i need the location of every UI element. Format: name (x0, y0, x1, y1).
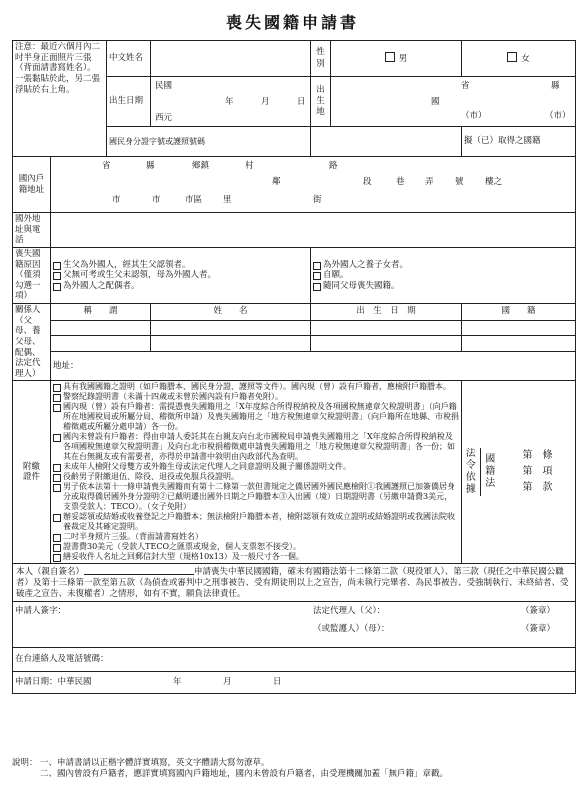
attachment-item[interactable]: 未成年人檢附父母雙方或外籍生母或法定代理人之同意證明及親子關係證明文件。 (53, 462, 459, 472)
birthplace-label: 出生地 (311, 77, 331, 127)
signature-line[interactable] (84, 566, 194, 575)
gender-male[interactable]: 男 (331, 41, 462, 77)
domestic-address-field[interactable]: 省 縣 鄉鎮 村 路 鄰 段 巷 弄 號 樓之 市 市 市區 里 街 (51, 157, 576, 213)
attachments-list (51, 381, 462, 564)
related-cell[interactable] (462, 320, 576, 336)
reason-option[interactable]: 生父為外國人，經其生父認領者。 (53, 260, 308, 271)
foreign-address-label: 國外地址與電話 (13, 213, 51, 248)
related-cell[interactable] (311, 320, 462, 336)
reason-option[interactable]: 隨同父母喪失國籍。 (313, 281, 573, 292)
law-nationality: 國籍法 (480, 448, 500, 496)
related-persons-label: 關係人（父母、養父母、配偶、法定代理人） (13, 304, 51, 381)
loss-reason-left (51, 247, 311, 303)
related-cell[interactable] (151, 320, 311, 336)
related-cell[interactable] (51, 336, 151, 352)
attachments-label: 附繳證件 (13, 381, 51, 564)
rep-mother-label: （或監護人）（母）： (313, 624, 390, 635)
related-cell[interactable] (151, 336, 311, 352)
seal-label: （簽章） (521, 606, 556, 617)
form-title: 喪失國籍申請書 (225, 13, 359, 32)
applicant-signature-label: 申請人簽字： (15, 606, 67, 617)
loss-reason-right (311, 247, 576, 303)
reason-option[interactable]: 為外國人之養子女者。 (313, 260, 573, 271)
related-header-title: 稱 謂 (51, 304, 151, 321)
attachment-item[interactable]: 二吋半身照片三張。（背面請書寫姓名） (53, 532, 459, 542)
id-number-field[interactable] (311, 127, 462, 157)
chinese-name-label: 中文姓名 (107, 41, 151, 77)
attachment-item[interactable]: 證書費30美元（受款人TECO之匯票或現金，個人支票恕不接受）。 (53, 542, 459, 552)
law-basis-label: 法令依據 (465, 448, 476, 496)
reason-option[interactable]: 自願。 (313, 270, 573, 281)
law-basis (462, 381, 576, 564)
note-item: 二、國內曾設有戶籍者，應詳實填寫國內戶籍地址，國內未曾設有戶籍者，由受理機關加蓋「無戶籍」章戳。 (40, 769, 449, 780)
attachment-item[interactable]: 男子依本法第十一條申請喪失國籍而有第十二條第一款但書規定之僑居國外國民應檢附①我國護照已加簽僑居身分或取得僑居國外身分證明②已戴明遷出國外日期之戶籍謄本③入出國（境）日期證明書（另繳申請費3美元，支票受款人：TECO）。（女子免附） (53, 482, 459, 512)
birthplace-field[interactable]: 國 省 縣 （市） （市） (331, 77, 576, 127)
reason-option[interactable]: 為外國人之配偶者。 (53, 281, 308, 292)
birth-date-label: 出生日期 (107, 77, 151, 127)
loss-reason-label: 喪失國籍原因（僅須勾選一項） (13, 247, 51, 303)
rep-father-label: 法定代理人（父）： (313, 606, 386, 617)
foreign-address-field[interactable] (51, 213, 576, 248)
related-cell[interactable] (51, 320, 151, 336)
related-cell[interactable] (311, 336, 462, 352)
domestic-address-label: 國內戶籍地址 (13, 157, 51, 213)
law-articles: 第 條 第 項 第 款 (522, 450, 553, 494)
attachment-item[interactable]: 具有我國國籍之證明（如戶籍謄本、國民身分證、護照等文件）。國內現（曾）設有戶籍者，應檢附戶籍謄本。 (53, 382, 459, 392)
related-cell[interactable] (462, 336, 576, 352)
related-header-nationality: 國 籍 (462, 304, 576, 321)
signature-block (13, 602, 576, 648)
attachment-item[interactable]: 國內現（曾）設有戶籍者：需提憑喪失國籍用之「X年度綜合所得稅納稅及各項國稅無違章欠稅證明書」（向戶籍所在地國稅局或所屬分局、稽徵所申請）及喪失國籍用之「地方稅無違章欠稅證明書」（向戶籍所在地縣、市稅捐稽徵處或所屬分處申請）各一份。 (53, 402, 459, 432)
photo-notice: 注意：最近六個月內二吋半身正面照片三張（背面請書寫姓名）。一張黏貼於此，另二張浮貼於右上角。 (13, 41, 107, 157)
attachment-item[interactable]: 役齡男子附繳退伍、除役、退役或免服兵役證明。 (53, 472, 459, 482)
reason-option[interactable]: 父無可考或生父未認領，母為外國人者。 (53, 270, 308, 281)
birth-date-field[interactable]: 民國 年 月 日 西元 (151, 77, 311, 127)
related-address[interactable]: 地址： (51, 352, 576, 381)
male-checkbox[interactable] (385, 52, 395, 62)
note-item: 一、申請書請以正楷字體詳實填寫，英文字體請大寫勿潦草。 (40, 758, 270, 768)
notes (12, 758, 575, 781)
seal-label: （簽章） (521, 624, 556, 635)
form-table (12, 40, 576, 694)
female-checkbox[interactable] (507, 52, 517, 62)
chinese-name-field[interactable] (151, 41, 311, 77)
attachment-item[interactable]: 國內未曾設有戶籍者：得由申請人委託其在台親友向台北市國稅局申請喪失國籍用之「X年度綜合所得稅納稅及各項國稅無違章欠稅證明書」及向台北市稅捐稽徵處申請喪失國籍用之「地方稅無違章欠稅證明書」各一份；如其在台無親友或有需要者，亦得於申請書中敘明由內政部代為查明。 (53, 432, 459, 462)
attachment-item[interactable]: 辦妥認領或結婚或收養登記之戶籍謄本；無法檢附戶籍謄本者，檢附認領有效成立證明或結婚證明或我國法院收養裁定及其確定證明。 (53, 512, 459, 532)
id-number-label: 國民身分證字號或護照號碼 (107, 127, 311, 157)
notes-label: 說明： (12, 758, 38, 768)
contact-field[interactable]: 在台連絡人及電話號碼： (13, 648, 576, 672)
gender-female[interactable]: 女 (462, 41, 576, 77)
gender-label: 性別 (311, 41, 331, 77)
related-header-name: 姓 名 (151, 304, 311, 321)
declaration: 本人（親自簽名） 申請喪失中華民國國籍，確未有國籍法第十二條第二款（現役軍人）、第三款（現任之中華民國公職者）及第十三條第一款至第五款（為偵查或審判中之刑事被告、受有期徒刑以上之宣告，尚未執行完畢者、為民事被告、受強制執行、未終結者、受破產之宣告、未復權者）之情形，如有不實，願負法律責任。 (13, 564, 576, 602)
attachment-item[interactable]: 警察紀錄證明書（未滿十四歲或未曾於國內設有戶籍者免附）。 (53, 392, 459, 402)
planned-nationality-label: 擬（已）取得之國籍 (462, 127, 576, 157)
application-date[interactable]: 申請日期：中華民國 年 月 日 (13, 672, 576, 694)
related-header-birth: 出 生 日 期 (311, 304, 462, 321)
attachment-item[interactable]: 繕妥收件人名址之回郵信封大型（規格10x13）及一般尺寸各一個。 (53, 552, 459, 562)
